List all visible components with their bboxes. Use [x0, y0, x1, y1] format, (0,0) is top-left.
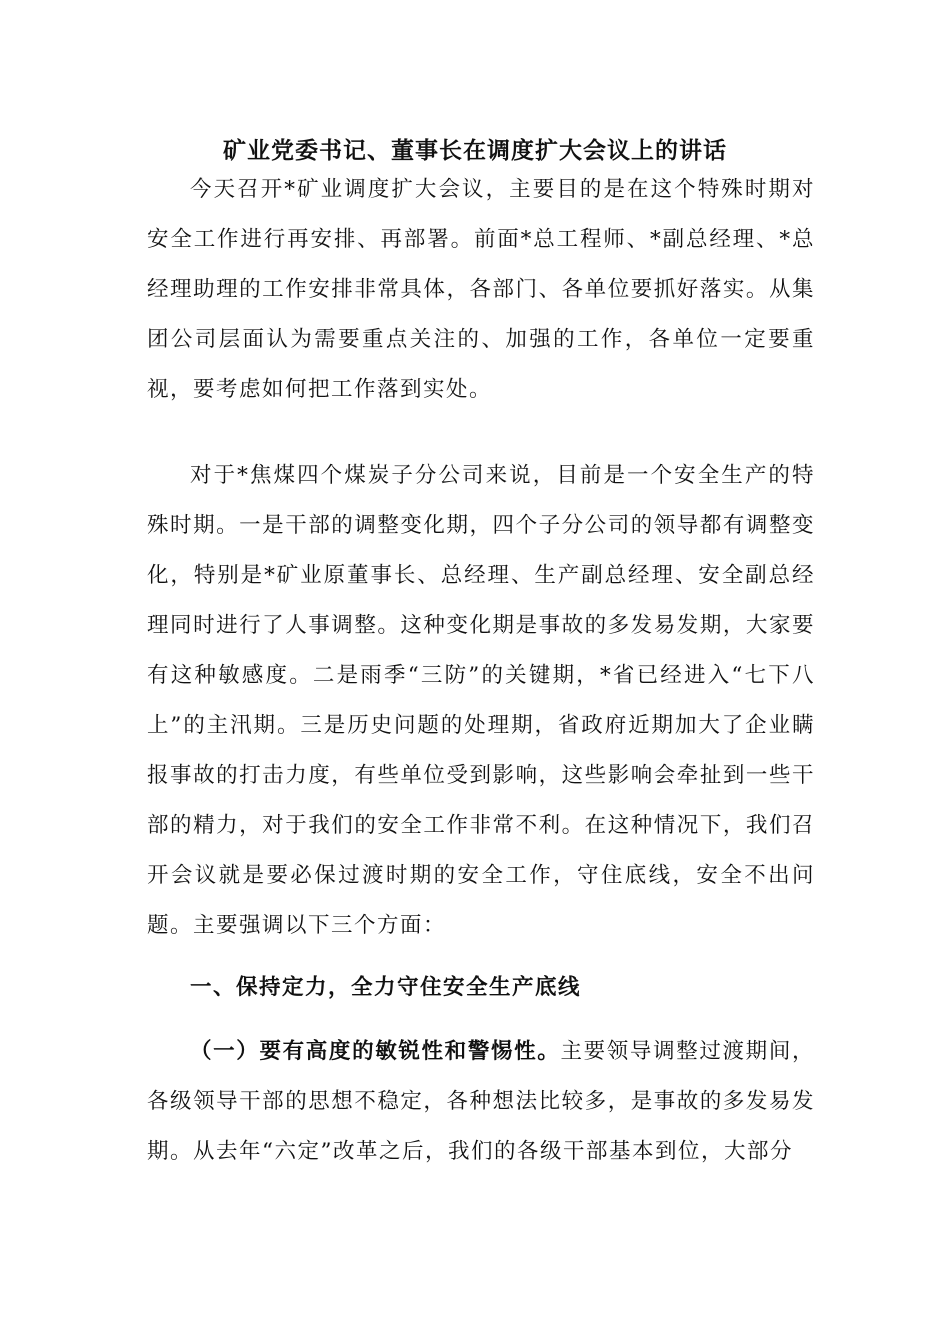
- section-heading-1: 一、保持定力，全力守住安全生产底线: [190, 975, 582, 1000]
- subsection-lead: （一）要有高度的敏锐性和警惕性。: [190, 1039, 561, 1064]
- document-title: 矿业党委书记、董事长在调度扩大会议上的讲话: [223, 137, 727, 164]
- body-paragraph-1: 今天召开*矿业调度扩大会议，主要目的是在这个特殊时期对安全工作进行再安排、再部署。前面*总工程师、*副总经理、*总经理助理的工作安排非常具体，各部门、各单位要抓好落实。从集团公司层面认为需要重点关注的、加强的工作，各单位一定要重视，要考虑如何把工作落到实处。: [147, 177, 815, 402]
- subsection-paragraph-1: [147, 1027, 815, 1177]
- body-paragraph-2: 对于*焦煤四个煤炭子分公司来说，目前是一个安全生产的特殊时期。一是干部的调整变化期，四个子分公司的领导都有调整变化，特别是*矿业原董事长、总经理、生产副总经理、安全副总经理同时进行了人事调整。这种变化期是事故的多发易发期，大家要有这种敏感度。二是雨季“三防”的关键期，*省已经进入“七下八上”的主汛期。三是历史问题的处理期，省政府近期加大了企业瞒报事故的打击力度，有些单位受到影响，这些影响会牵扯到一些干部的精力，对于我们的安全工作非常不利。在这种情况下，我们召开会议就是要必保过渡时期的安全工作，守住底线，安全不出问题。主要强调以下三个方面：: [147, 463, 815, 938]
- subsection-text: 主要领导调整过渡期间，各级领导干部的思想不稳定，各种想法比较多，是事故的多发易发期。从去年“六定”改革之后，我们的各级干部基本到位，大部分: [147, 1039, 815, 1164]
